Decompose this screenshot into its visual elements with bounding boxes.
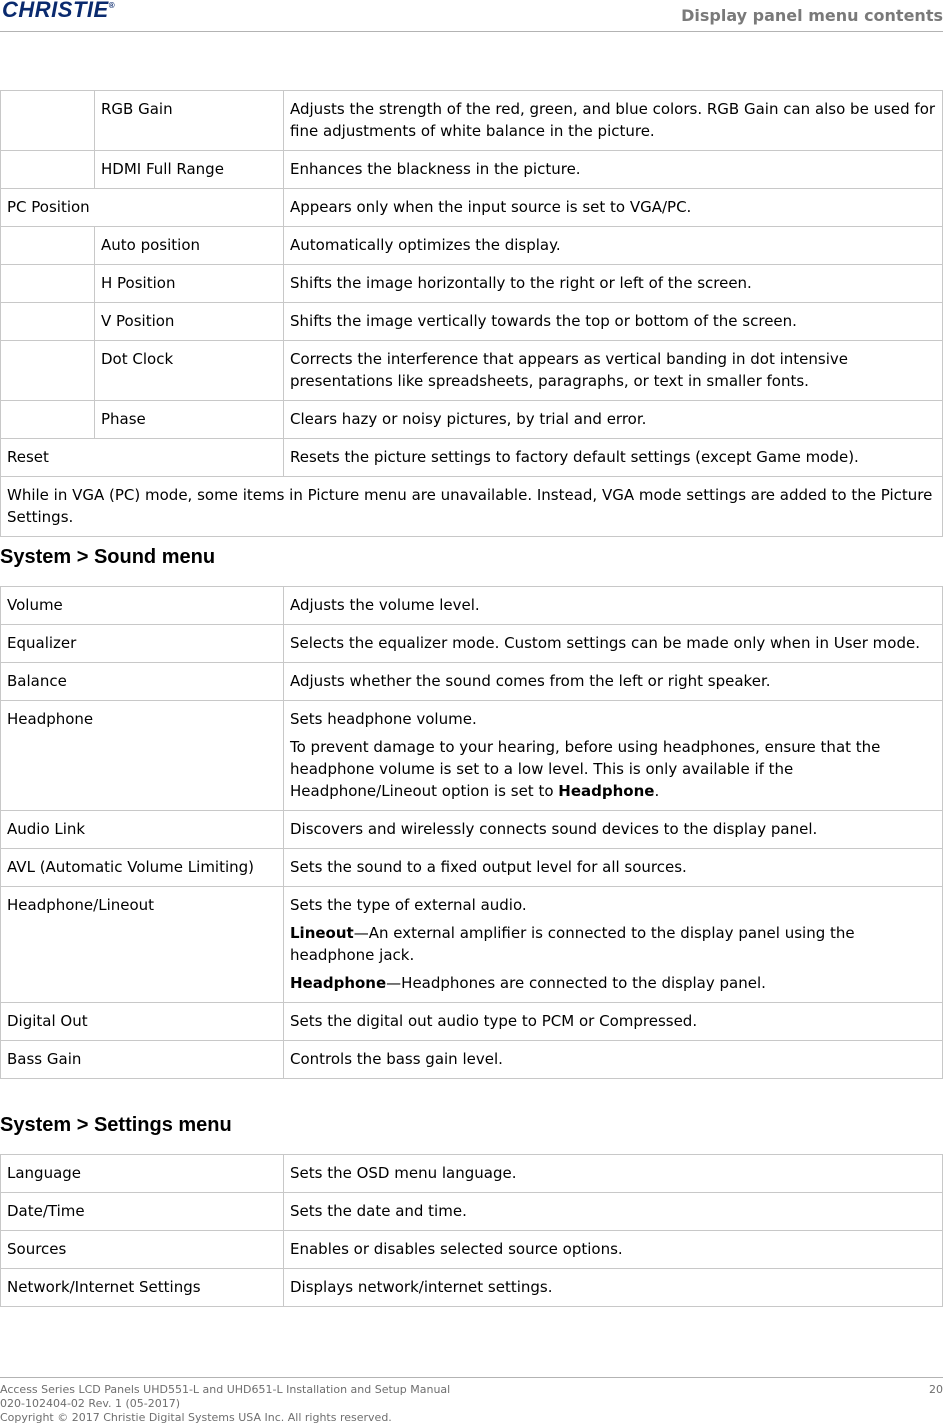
setting-description: Adjusts the strength of the red, green, and blue colors. RGB Gain can also be used for fine adjustments of white balance in the picture.	[284, 91, 943, 151]
table-row	[1, 1041, 943, 1079]
table-row	[1, 587, 943, 625]
setting-description: Discovers and wirelessly connects sound devices to the display panel.	[284, 811, 943, 849]
table-row	[1, 265, 943, 303]
page-number: 20	[929, 1383, 943, 1396]
setting-name: Audio Link	[1, 811, 284, 849]
picture-settings-table	[0, 90, 943, 537]
setting-name: Reset	[1, 439, 284, 477]
table-row	[1, 701, 943, 811]
footer-copyright: Copyright © 2017 Christie Digital Systems USA Inc. All rights reserved.	[0, 1411, 392, 1424]
table-row	[1, 1231, 943, 1269]
table-row	[1, 1269, 943, 1307]
setting-description: Sets the type of external audio. Lineout—An external amplifier is connected to the display panel using the headphone jack. Headphone—Headphones are connected to the display panel.	[284, 887, 943, 1003]
setting-description: Sets the date and time.	[284, 1193, 943, 1231]
table-row	[1, 663, 943, 701]
setting-description: Shifts the image vertically towards the top or bottom of the screen.	[284, 303, 943, 341]
table-row	[1, 811, 943, 849]
setting-name: Balance	[1, 663, 284, 701]
setting-description: Automatically optimizes the display.	[284, 227, 943, 265]
table-row	[1, 91, 943, 151]
table-row	[1, 849, 943, 887]
table-note: While in VGA (PC) mode, some items in Picture menu are unavailable. Instead, VGA mode settings are added to the Picture Settings.	[1, 477, 943, 537]
settings-menu-table	[0, 1154, 943, 1307]
setting-description: Sets the digital out audio type to PCM or Compressed.	[284, 1003, 943, 1041]
page-footer	[0, 1377, 943, 1425]
sound-menu-table	[0, 586, 943, 1079]
christie-logo: CHRISTIE®	[2, 0, 116, 22]
table-row	[1, 625, 943, 663]
setting-description: Sets headphone volume. To prevent damage to your hearing, before using headphones, ensure that the headphone volume is set to a low level. This is only available if the Headphone/Lineout option is set to Headphone.	[284, 701, 943, 811]
setting-name: PC Position	[1, 189, 284, 227]
table-row	[1, 189, 943, 227]
table-row	[1, 439, 943, 477]
page-header	[0, 0, 943, 32]
setting-name: Language	[1, 1155, 284, 1193]
section-heading-settings: System > Settings menu	[0, 1114, 232, 1136]
setting-name: RGB Gain	[95, 91, 284, 151]
section-heading-sound: System > Sound menu	[0, 546, 216, 568]
setting-description: Adjusts the volume level.	[284, 587, 943, 625]
table-row	[1, 341, 943, 401]
setting-description: Selects the equalizer mode. Custom settings can be made only when in User mode.	[284, 625, 943, 663]
setting-name: Equalizer	[1, 625, 284, 663]
setting-description: Enables or disables selected source options.	[284, 1231, 943, 1269]
footer-doc-number: 020-102404-02 Rev. 1 (05-2017)	[0, 1397, 181, 1410]
setting-name: H Position	[95, 265, 284, 303]
setting-name: AVL (Automatic Volume Limiting)	[1, 849, 284, 887]
setting-name: Volume	[1, 587, 284, 625]
setting-description: Corrects the interference that appears as vertical banding in dot intensive presentations like spreadsheets, paragraphs, or text in smaller fonts.	[284, 341, 943, 401]
table-row	[1, 887, 943, 1003]
footer-manual-title: Access Series LCD Panels UHD551-L and UHD651-L Installation and Setup Manual	[0, 1383, 451, 1396]
setting-name: Bass Gain	[1, 1041, 284, 1079]
setting-description: Sets the sound to a fixed output level for all sources.	[284, 849, 943, 887]
setting-description: Resets the picture settings to factory default settings (except Game mode).	[284, 439, 943, 477]
setting-description: Shifts the image horizontally to the right or left of the screen.	[284, 265, 943, 303]
setting-description: Sets the OSD menu language.	[284, 1155, 943, 1193]
setting-name: Digital Out	[1, 1003, 284, 1041]
setting-description: Clears hazy or noisy pictures, by trial and error.	[284, 401, 943, 439]
setting-name: Headphone/Lineout	[1, 887, 284, 1003]
setting-name: Network/Internet Settings	[1, 1269, 284, 1307]
setting-name: Date/Time	[1, 1193, 284, 1231]
setting-description: Displays network/internet settings.	[284, 1269, 943, 1307]
table-row	[1, 1193, 943, 1231]
table-row	[1, 401, 943, 439]
setting-name: Phase	[95, 401, 284, 439]
setting-description: Enhances the blackness in the picture.	[284, 151, 943, 189]
setting-name: Headphone	[1, 701, 284, 811]
table-row	[1, 227, 943, 265]
table-row	[1, 1003, 943, 1041]
setting-description: Controls the bass gain level.	[284, 1041, 943, 1079]
table-note-row	[1, 477, 943, 537]
table-row	[1, 151, 943, 189]
setting-name: Dot Clock	[95, 341, 284, 401]
running-title: Display panel menu contents	[681, 6, 943, 25]
setting-description: Appears only when the input source is set to VGA/PC.	[284, 189, 943, 227]
setting-name: HDMI Full Range	[95, 151, 284, 189]
setting-name: V Position	[95, 303, 284, 341]
table-row	[1, 303, 943, 341]
setting-name: Auto position	[95, 227, 284, 265]
setting-description: Adjusts whether the sound comes from the left or right speaker.	[284, 663, 943, 701]
table-row	[1, 1155, 943, 1193]
setting-name: Sources	[1, 1231, 284, 1269]
